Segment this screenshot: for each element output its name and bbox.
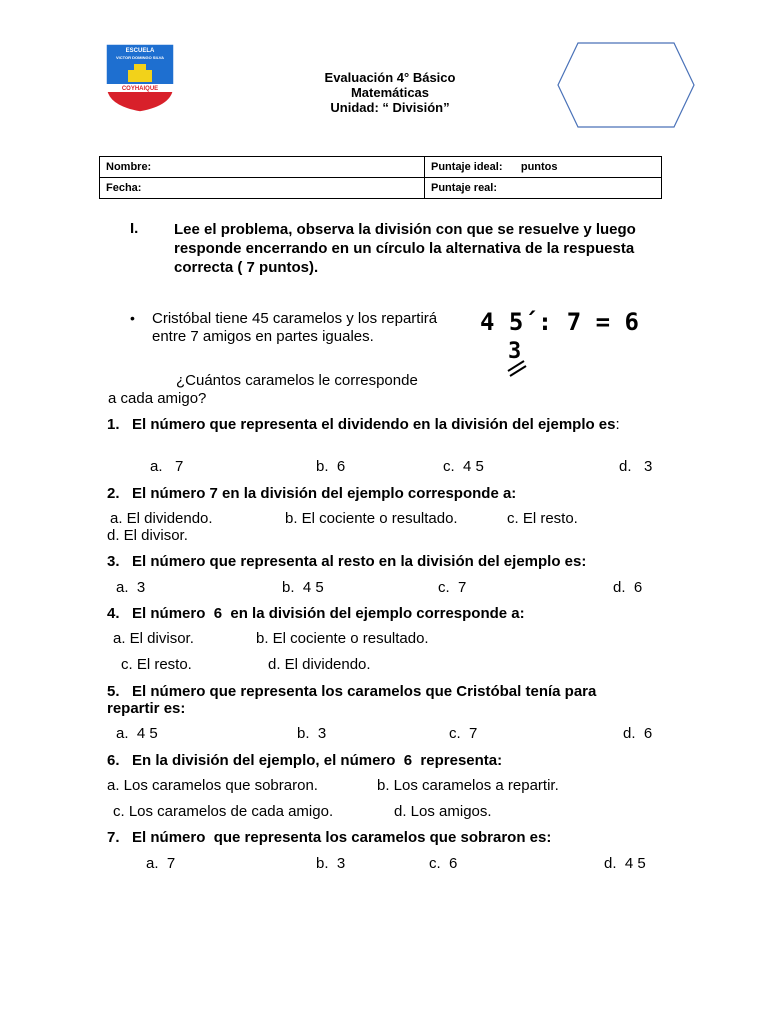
q6-option-c[interactable]: c. Los caramelos de cada amigo. [113, 803, 334, 820]
section-instruction: Lee el problema, observa la división con que se resuelve y luego responde encerrando en un círculo la alternativa de la respuesta correcta ( 7 puntos). [174, 221, 636, 276]
question-1 [107, 416, 627, 433]
exam-unit: Unidad: “ División” [330, 100, 450, 115]
question-text: El número que representa el dividendo en la división del ejemplo es [132, 416, 616, 433]
question-text: El número que representa los caramelos que Cristóbal tenía para repartir es: [107, 683, 597, 717]
question-number: 5. [107, 683, 120, 700]
q5-option-d[interactable]: d. 6 [623, 725, 653, 742]
division-example [478, 308, 648, 380]
q4-option-d[interactable]: d. El dividendo. [268, 656, 371, 673]
question-7 [107, 829, 707, 846]
problem-question-line2: a cada amigo? [108, 390, 207, 407]
real-score-field[interactable]: Puntaje real: [425, 178, 662, 199]
question-5 [107, 683, 647, 717]
section-number: I. [130, 220, 139, 237]
q7-option-b[interactable]: b. 3 [316, 855, 346, 872]
q3-option-d[interactable]: d. 6 [613, 579, 643, 596]
question-text: El número que representa los caramelos que sobraron es: [132, 829, 552, 846]
logo-banner-text: COYHAIQUE [121, 86, 159, 92]
q7-option-a[interactable]: a. 7 [146, 855, 176, 872]
q3-option-b[interactable]: b. 4 5 [282, 579, 324, 596]
q1-option-a[interactable]: a. 7 [150, 458, 184, 475]
ideal-score-field: Puntaje ideal: puntos [425, 157, 662, 178]
problem-question-line1: ¿Cuántos caramelos le corresponde [176, 372, 418, 389]
question-number: 7. [107, 829, 120, 846]
question-text: El número 6 en la división del ejemplo corresponde a: [132, 605, 525, 622]
student-info-table [99, 156, 662, 199]
problem-text: Cristóbal tiene 45 caramelos y los repartirá entre 7 amigos en partes iguales. [152, 310, 438, 345]
q2-option-b[interactable]: b. El cociente o resultado. [285, 510, 458, 527]
q4-option-b[interactable]: b. El cociente o resultado. [256, 630, 429, 647]
question-text: En la división del ejemplo, el número 6 representa: [132, 752, 503, 769]
q1-option-d[interactable]: d. 3 [619, 458, 653, 475]
school-logo [104, 42, 176, 114]
logo-mid-text: VICTOR DOMINGO SILVA [115, 55, 165, 60]
name-field[interactable]: Nombre: [100, 157, 425, 178]
bullet-icon: • [130, 310, 135, 326]
q2-option-d[interactable]: d. El divisor. [107, 527, 188, 544]
q2-option-c[interactable]: c. El resto. [507, 510, 578, 527]
question-6 [107, 752, 707, 769]
q1-option-b[interactable]: b. 6 [316, 458, 346, 475]
q6-option-d[interactable]: d. Los amigos. [394, 803, 492, 820]
date-field[interactable]: Fecha: [100, 178, 425, 199]
division-equation: 4 5´: 7 = 6 [480, 308, 639, 336]
question-suffix: : [615, 416, 620, 433]
question-number: 6. [107, 752, 120, 769]
question-text: El número 7 en la división del ejemplo corresponde a: [132, 485, 517, 502]
logo-top-text: ESCUELA [125, 48, 155, 54]
question-number: 1. [107, 416, 120, 433]
q3-option-c[interactable]: c. 7 [438, 579, 467, 596]
question-text: El número que representa al resto en la división del ejemplo es: [132, 553, 587, 570]
q7-option-c[interactable]: c. 6 [429, 855, 458, 872]
q1-option-c[interactable]: c. 4 5 [443, 458, 484, 475]
exam-subject: Matemáticas [350, 85, 430, 100]
q2-option-a[interactable]: a. El dividendo. [110, 510, 213, 527]
q3-option-a[interactable]: a. 3 [116, 579, 146, 596]
question-number: 2. [107, 485, 120, 502]
score-hexagon [556, 42, 696, 128]
q5-option-b[interactable]: b. 3 [297, 725, 327, 742]
exam-header [230, 70, 550, 115]
question-number: 4. [107, 605, 120, 622]
division-remainder: 3 [508, 339, 522, 364]
q6-option-a[interactable]: a. Los caramelos que sobraron. [107, 777, 318, 794]
question-2 [107, 485, 707, 502]
q7-option-d[interactable]: d. 4 5 [604, 855, 646, 872]
question-number: 3. [107, 553, 120, 570]
q4-option-a[interactable]: a. El divisor. [113, 630, 194, 647]
question-4 [107, 605, 707, 622]
q5-option-a[interactable]: a. 4 5 [116, 725, 158, 742]
exam-title: Evaluación 4° Básico [324, 70, 456, 85]
question-3 [107, 553, 727, 570]
q6-option-b[interactable]: b. Los caramelos a repartir. [377, 777, 559, 794]
q5-option-c[interactable]: c. 7 [449, 725, 478, 742]
q4-option-c[interactable]: c. El resto. [121, 656, 192, 673]
